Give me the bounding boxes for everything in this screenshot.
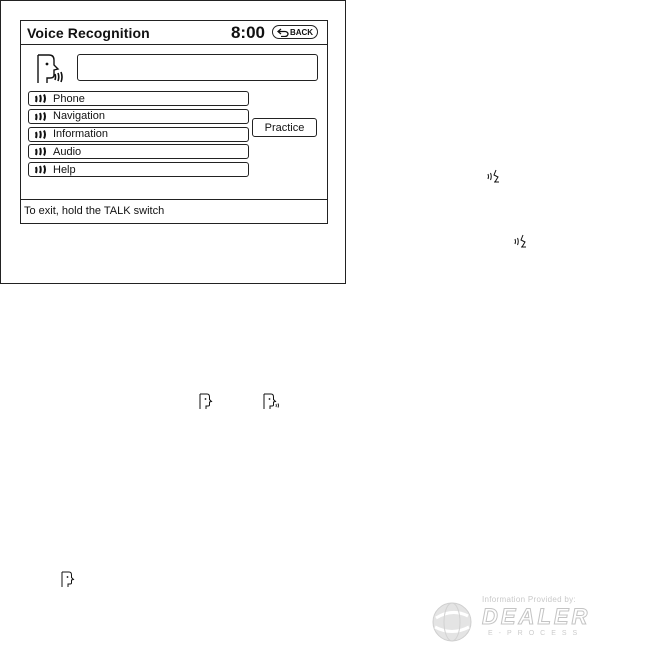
watermark-tagline: E-PROCESS [488,630,584,637]
talk-switch-icon [513,233,529,249]
back-button-label: BACK [289,27,314,37]
title-bar [21,21,327,45]
recognized-text-display [77,54,318,81]
head-icon [198,393,213,410]
u-turn-arrow-icon [277,28,289,37]
voice-wave-icon [34,147,48,156]
talk-switch-icon [486,168,502,184]
clock: 8:00 [230,23,265,42]
dealer-watermark [430,592,630,644]
speaking-head-icon [33,53,63,87]
voice-wave-icon [34,130,48,139]
speaking-head-icon [262,393,280,410]
voice-command-menu [28,91,249,180]
watermark-brand: DEALER [482,604,591,629]
figure-frame [0,0,346,284]
dealer-wordmark [480,604,628,638]
menu-item-label: Information [53,128,109,141]
voice-wave-icon [34,112,48,121]
voice-recognition-screen [20,20,328,224]
head-icon [60,571,75,588]
menu-item-phone[interactable] [28,91,249,106]
menu-item-help[interactable] [28,162,249,177]
menu-item-audio[interactable] [28,144,249,159]
menu-item-label: Help [53,163,76,176]
menu-item-label: Phone [53,92,85,105]
practice-button[interactable]: Practice [252,118,317,137]
page-title: Voice Recognition [27,25,150,41]
menu-item-information[interactable] [28,127,249,142]
globe-logo-icon [430,600,474,644]
back-button[interactable] [272,25,318,39]
menu-item-label: Audio [53,145,82,158]
voice-wave-icon [34,165,48,174]
menu-item-navigation[interactable] [28,109,249,124]
watermark-caption: Information Provided by: [482,595,576,604]
status-text: To exit, hold the TALK switch [24,205,165,217]
menu-item-label: Navigation [53,110,105,123]
status-bar [21,199,327,223]
voice-wave-icon [34,94,48,103]
